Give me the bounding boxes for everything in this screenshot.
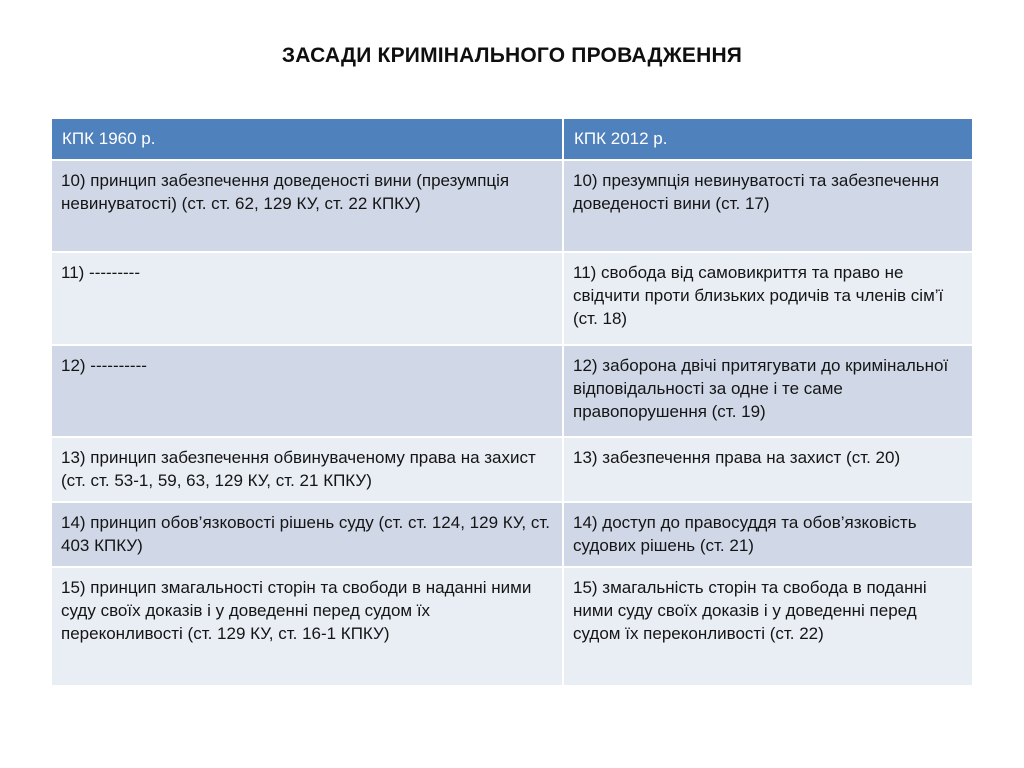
table-header-row [52,119,972,160]
table-row [52,345,972,437]
cell-kpk-2012: 14) доступ до правосуддя та обов’язковість судових рішень (ст. 21) [563,502,972,567]
cell-kpk-2012: 10) презумпція невинуватості та забезпечення доведеності вини (ст. 17) [563,160,972,252]
cell-kpk-1960: 15) принцип змагальності сторін та свободи в наданні ними суду своїх доказів і у доведенні перед судом їх переконливості (ст. 129 КУ, ст. 16-1 КПКУ) [52,567,563,686]
slide-title: ЗАСАДИ КРИМІНАЛЬНОГО ПРОВАДЖЕННЯ [281,44,743,67]
comparison-table [52,119,972,687]
table-row [52,252,972,345]
cell-kpk-2012: 11) свобода від самовикриття та право не свідчити проти близьких родичів та членів сім’ї (ст. 18) [563,252,972,345]
cell-kpk-1960: 11) --------- [52,252,563,345]
cell-kpk-2012: 15) змагальність сторін та свобода в поданні ними суду своїх доказів і у доведенні перед судом їх переконливості (ст. 22) [563,567,972,686]
column-header-kpk-1960: КПК 1960 р. [52,119,563,160]
table-row [52,567,972,686]
cell-kpk-1960: 13) принцип забезпечення обвинуваченому права на захист (ст. ст. 53-1, 59, 63, 129 КУ, ст. 21 КПКУ) [52,437,563,502]
table-row [52,437,972,502]
table-row [52,502,972,567]
cell-kpk-1960: 14) принцип обов’язковості рішень суду (ст. ст. 124, 129 КУ, ст. 403 КПКУ) [52,502,563,567]
table-row [52,160,972,252]
cell-kpk-2012: 13) забезпечення права на захист (ст. 20) [563,437,972,502]
cell-kpk-1960: 12) ---------- [52,345,563,437]
cell-kpk-2012: 12) заборона двічі притягувати до кримінальної відповідальності за одне і те саме правопорушення (ст. 19) [563,345,972,437]
column-header-kpk-2012: КПК 2012 р. [563,119,972,160]
cell-kpk-1960: 10) принцип забезпечення доведеності вини (презумпція невинуватості) (ст. ст. 62, 129 КУ, ст. 22 КПКУ) [52,160,563,252]
